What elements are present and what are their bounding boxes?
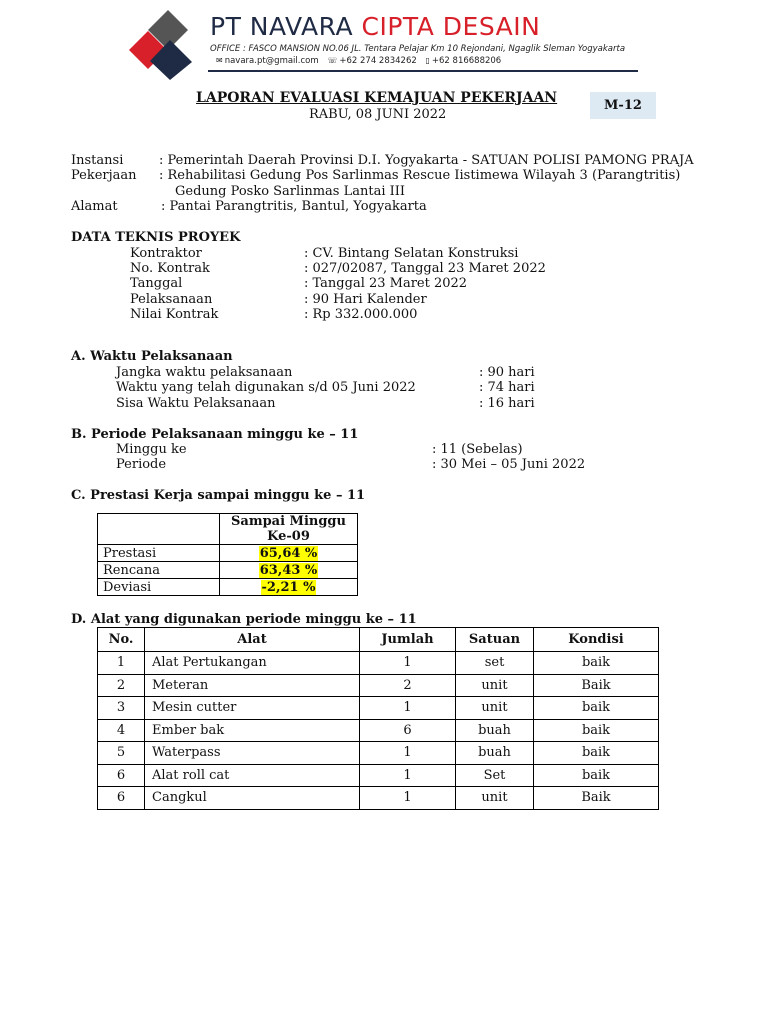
- cell-jumlah: 1: [360, 652, 456, 675]
- prestasi-header-line-1: Sampai Minggu: [231, 514, 346, 529]
- mobile-icon: ▯: [425, 56, 430, 65]
- cell-kondisi: baik: [534, 652, 659, 675]
- report-date: RABU, 08 JUNI 2022: [309, 107, 447, 122]
- table-row: [98, 545, 358, 562]
- cell-satuan: buah: [456, 742, 534, 765]
- table-row: [98, 674, 659, 697]
- instansi-label: Instansi: [71, 153, 124, 168]
- teknis-value: : CV. Bintang Selatan Konstruksi: [304, 246, 519, 261]
- cell-satuan: unit: [456, 787, 534, 810]
- col-header-jumlah: Jumlah: [360, 628, 456, 652]
- highlighted-value: 65,64 %: [259, 545, 318, 561]
- contact-line: [210, 56, 501, 66]
- table-row: [98, 579, 358, 596]
- col-header-alat: Alat: [145, 628, 360, 652]
- cell-no: 1: [98, 652, 145, 675]
- section-b-label: Minggu ke: [116, 442, 187, 457]
- table-row: [98, 697, 659, 720]
- teknis-value: : 90 Hari Kalender: [304, 292, 427, 307]
- prestasi-row-value: [220, 579, 358, 596]
- section-a-value: : 16 hari: [479, 396, 535, 411]
- document-code-badge: M-12: [590, 92, 656, 119]
- cell-alat: Alat roll cat: [145, 764, 360, 787]
- table-row: [98, 764, 659, 787]
- cell-satuan: Set: [456, 764, 534, 787]
- prestasi-header: [220, 514, 358, 545]
- cell-kondisi: baik: [534, 697, 659, 720]
- cell-jumlah: 1: [360, 697, 456, 720]
- col-header-no: No.: [98, 628, 145, 652]
- prestasi-row-label: Rencana: [98, 562, 220, 579]
- cell-kondisi: Baik: [534, 674, 659, 697]
- teknis-label: Kontraktor: [130, 246, 202, 261]
- cell-kondisi: baik: [534, 764, 659, 787]
- teknis-value: : Rp 332.000.000: [304, 307, 418, 322]
- cell-no: 2: [98, 674, 145, 697]
- cell-jumlah: 1: [360, 787, 456, 810]
- section-a-value: : 74 hari: [479, 380, 535, 395]
- table-row: [98, 742, 659, 765]
- col-header-satuan: Satuan: [456, 628, 534, 652]
- teknis-label: Tanggal: [130, 276, 183, 291]
- cell-alat: Cangkul: [145, 787, 360, 810]
- col-header-kondisi: Kondisi: [534, 628, 659, 652]
- section-a-label: Sisa Waktu Pelaksanaan: [116, 396, 276, 411]
- office-address: OFFICE : FASCO MANSION NO.06 JL. Tentara Pelajar Km 10 Rejondani, Ngaglik Sleman Yogyakarta: [210, 44, 626, 54]
- prestasi-row-label: Prestasi: [98, 545, 220, 562]
- cell-kondisi: baik: [534, 719, 659, 742]
- alamat-label: Alamat: [71, 199, 118, 214]
- letterhead-divider: [208, 70, 638, 72]
- table-row: [98, 719, 659, 742]
- prestasi-row-label: Deviasi: [98, 579, 220, 596]
- cell-no: 6: [98, 764, 145, 787]
- alamat-value: : Pantai Parangtritis, Bantul, Yogyakarta: [161, 199, 427, 214]
- instansi-value: : Pemerintah Daerah Provinsi D.I. Yogyakarta - SATUAN POLISI PAMONG PRAJA: [159, 153, 694, 168]
- section-a-label: Waktu yang telah digunakan s/d 05 Juni 2022: [116, 380, 416, 395]
- cell-satuan: buah: [456, 719, 534, 742]
- cell-alat: Mesin cutter: [145, 697, 360, 720]
- pekerjaan-label: Pekerjaan: [71, 168, 137, 183]
- cell-jumlah: 1: [360, 764, 456, 787]
- company-name: [210, 12, 540, 41]
- report-title: LAPORAN EVALUASI KEMAJUAN PEKERJAAN: [196, 90, 558, 106]
- mobile-text: +62 816688206: [431, 56, 502, 66]
- cell-satuan: unit: [456, 697, 534, 720]
- company-logo: [128, 10, 194, 80]
- phone-text: +62 274 2834262: [339, 56, 417, 66]
- cell-satuan: set: [456, 652, 534, 675]
- email-text: navara.pt@gmail.com: [224, 56, 319, 66]
- cell-no: 4: [98, 719, 145, 742]
- teknis-value: : Tanggal 23 Maret 2022: [304, 276, 468, 291]
- teknis-label: No. Kontrak: [130, 261, 210, 276]
- cell-no: 5: [98, 742, 145, 765]
- prestasi-header-line-2: Ke-09: [267, 529, 310, 544]
- teknis-label: Pelaksanaan: [130, 292, 213, 307]
- teknis-value: : 027/02087, Tanggal 23 Maret 2022: [304, 261, 546, 276]
- table-row: [98, 562, 358, 579]
- company-name-part-2: CIPTA DESAIN: [361, 12, 541, 41]
- section-c-heading: C. Prestasi Kerja sampai minggu ke – 11: [71, 488, 366, 503]
- table-row: [98, 787, 659, 810]
- teknis-heading: DATA TEKNIS PROYEK: [71, 230, 241, 245]
- section-a-heading: A. Waktu Pelaksanaan: [71, 349, 233, 364]
- cell-jumlah: 6: [360, 719, 456, 742]
- prestasi-row-value: [220, 562, 358, 579]
- cell-alat: Meteran: [145, 674, 360, 697]
- section-a-value: : 90 hari: [479, 365, 535, 380]
- cell-satuan: unit: [456, 674, 534, 697]
- teknis-label: Nilai Kontrak: [130, 307, 219, 322]
- highlighted-value: -2,21 %: [261, 579, 316, 595]
- cell-jumlah: 2: [360, 674, 456, 697]
- section-a-label: Jangka waktu pelaksanaan: [116, 365, 293, 380]
- pekerjaan-value-continued: Gedung Posko Sarlinmas Lantai III: [175, 184, 406, 199]
- tools-table: [97, 627, 659, 810]
- section-b-heading: B. Periode Pelaksanaan minggu ke – 11: [71, 427, 359, 442]
- prestasi-table: [97, 513, 358, 596]
- phone-icon: ☏: [327, 56, 338, 65]
- cell-alat: Ember bak: [145, 719, 360, 742]
- highlighted-value: 63,43 %: [259, 562, 318, 578]
- company-name-part-1: PT NAVARA: [210, 12, 354, 41]
- prestasi-row-value: [220, 545, 358, 562]
- cell-jumlah: 1: [360, 742, 456, 765]
- section-d-heading: D. Alat yang digunakan periode minggu ke – 11: [71, 612, 417, 627]
- cell-alat: Waterpass: [145, 742, 360, 765]
- section-b-value: : 30 Mei – 05 Juni 2022: [432, 457, 586, 472]
- cell-alat: Alat Pertukangan: [145, 652, 360, 675]
- cell-no: 6: [98, 787, 145, 810]
- pekerjaan-value: : Rehabilitasi Gedung Pos Sarlinmas Rescue Iistimewa Wilayah 3 (Parangtritis): [159, 168, 681, 183]
- cell-no: 3: [98, 697, 145, 720]
- cell-kondisi: Baik: [534, 787, 659, 810]
- section-b-label: Periode: [116, 457, 167, 472]
- email-icon: ✉: [216, 56, 223, 65]
- cell-kondisi: baik: [534, 742, 659, 765]
- section-b-value: : 11 (Sebelas): [432, 442, 523, 457]
- table-row: [98, 652, 659, 675]
- prestasi-header-empty: [98, 514, 220, 545]
